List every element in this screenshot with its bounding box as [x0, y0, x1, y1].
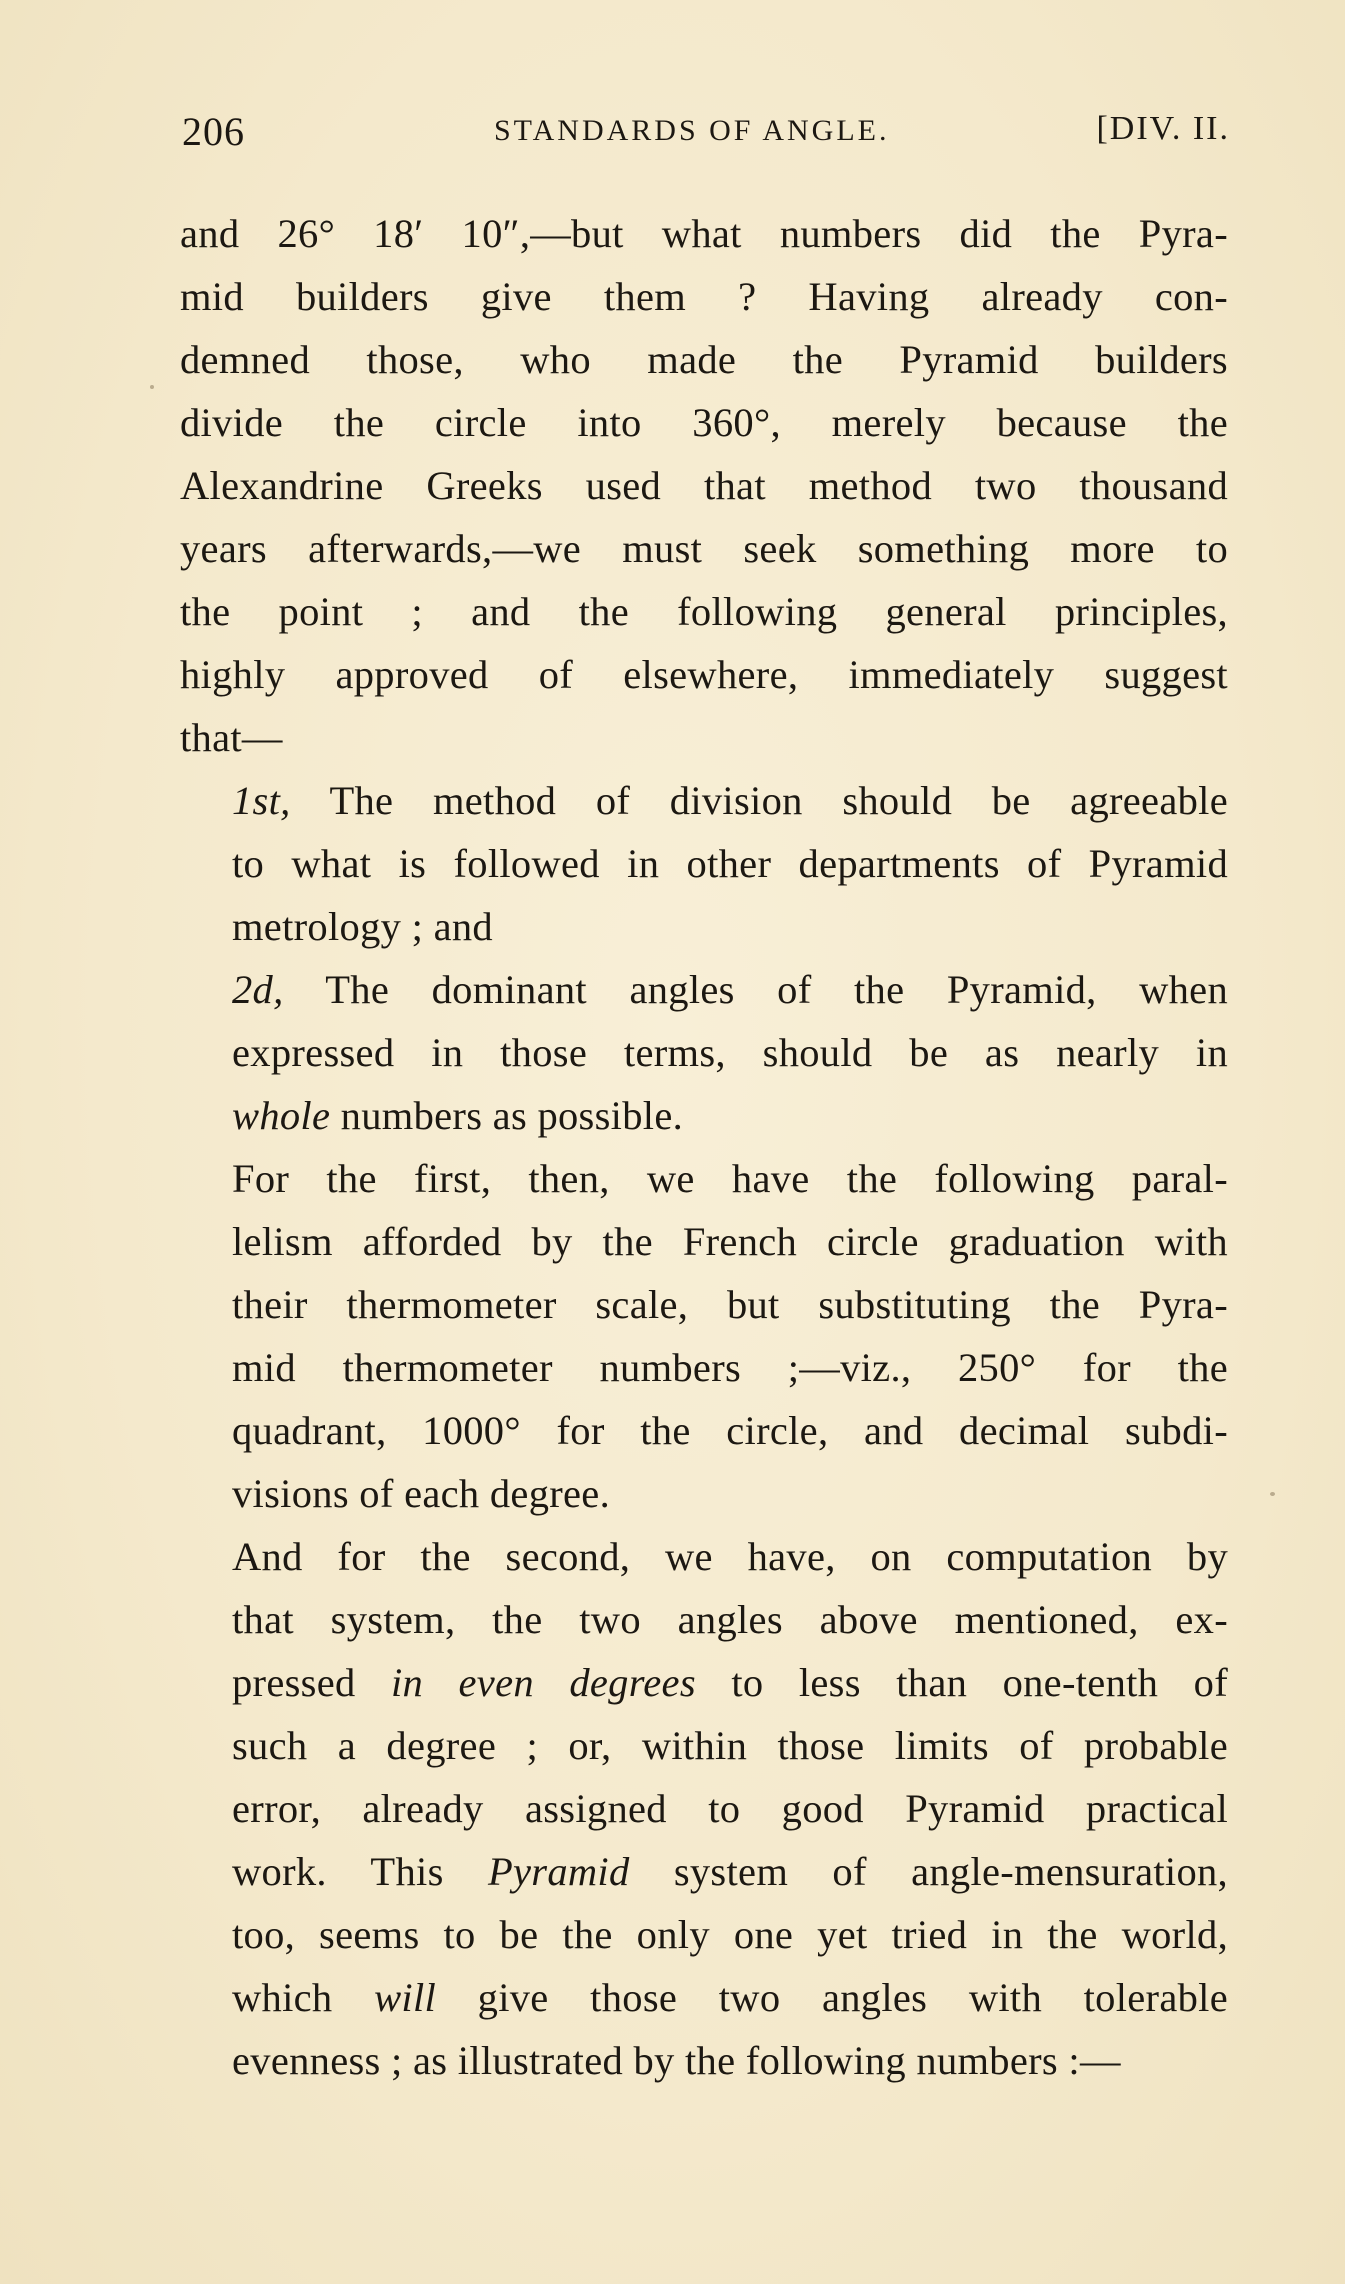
text-line: Alexandrine Greeks used that method two thousand	[180, 463, 1228, 508]
text-line	[180, 1651, 1228, 1714]
text-line	[180, 769, 1228, 832]
emphasis-even-degrees: in even degrees	[391, 1660, 696, 1705]
text-line: And for the second, we have, on computation by	[232, 1534, 1228, 1579]
text-line	[180, 1840, 1228, 1903]
text-line: the point ; and the following general principles,	[180, 589, 1228, 634]
ordinal-second: 2d,	[232, 967, 284, 1012]
text-line: demned those, who made the Pyramid builders	[180, 337, 1228, 382]
emphasis-whole: whole	[232, 1093, 331, 1138]
text-line: too, seems to be the only one yet tried in the world,	[232, 1912, 1228, 1957]
paragraph-second-principle	[180, 958, 1228, 1147]
page-number: 206	[182, 109, 245, 154]
text-line: quadrant, 1000° for the circle, and decimal subdi-	[232, 1408, 1228, 1453]
text-line: metrology ; and	[232, 904, 493, 949]
text-line: that—	[180, 715, 283, 760]
text-run: The method of division should be agreeable	[290, 778, 1228, 823]
text-run: system of angle-mensuration,	[629, 1849, 1228, 1894]
text-run: numbers as possible.	[330, 1093, 684, 1138]
text-line: years afterwards,—we must seek something more to	[180, 526, 1228, 571]
emphasis-pyramid: Pyramid	[487, 1849, 630, 1894]
text-run: which	[232, 1975, 375, 2020]
text-line: expressed in those terms, should be as nearly in	[232, 1030, 1228, 1075]
division-label: [DIV. II.	[1096, 110, 1230, 147]
text-line: and 26° 18′ 10″,—but what numbers did the Pyra-	[180, 211, 1228, 256]
text-run: The dominant angles of the Pyramid, when	[283, 967, 1228, 1012]
text-line: divide the circle into 360°, merely because the	[180, 400, 1228, 445]
running-head	[182, 108, 1230, 168]
body-text	[180, 202, 1228, 2092]
text-line: mid thermometer numbers ;—viz., 250° for the	[232, 1345, 1228, 1390]
ordinal-first: 1st,	[232, 778, 291, 823]
text-line: highly approved of elsewhere, immediately suggest	[180, 652, 1228, 697]
text-line: that system, the two angles above mentioned, ex-	[232, 1597, 1228, 1642]
paper-speck	[150, 385, 154, 389]
paragraph-first-principle	[180, 769, 1228, 958]
text-run: pressed	[232, 1660, 391, 1705]
emphasis-will: will	[374, 1975, 437, 2020]
text-line: such a degree ; or, within those limits of probable	[232, 1723, 1228, 1768]
paragraph-french-graduation	[180, 1147, 1228, 1525]
text-line	[180, 958, 1228, 1021]
paragraph-computation	[180, 1525, 1228, 2092]
text-line: mid builders give them ? Having already con-	[180, 274, 1228, 319]
text-line: to what is followed in other departments of Pyramid	[232, 841, 1228, 886]
paragraph-continuation	[180, 202, 1228, 769]
text-line: visions of each degree.	[232, 1471, 611, 1516]
text-line	[180, 1084, 1228, 1147]
text-line: For the first, then, we have the following paral-	[232, 1156, 1228, 1201]
text-line: evenness ; as illustrated by the following numbers :—	[232, 2038, 1121, 2083]
running-title: STANDARDS OF ANGLE.	[494, 114, 890, 147]
paper-speck	[1270, 1492, 1275, 1496]
text-run: work. This	[232, 1849, 488, 1894]
text-line: lelism afforded by the French circle graduation with	[232, 1219, 1228, 1264]
text-run: give those two angles with tolerable	[436, 1975, 1228, 2020]
text-line: error, already assigned to good Pyramid practical	[232, 1786, 1228, 1831]
text-run: to less than one-tenth of	[695, 1660, 1228, 1705]
text-line: their thermometer scale, but substituting the Pyra-	[232, 1282, 1228, 1327]
text-line	[180, 1966, 1228, 2029]
